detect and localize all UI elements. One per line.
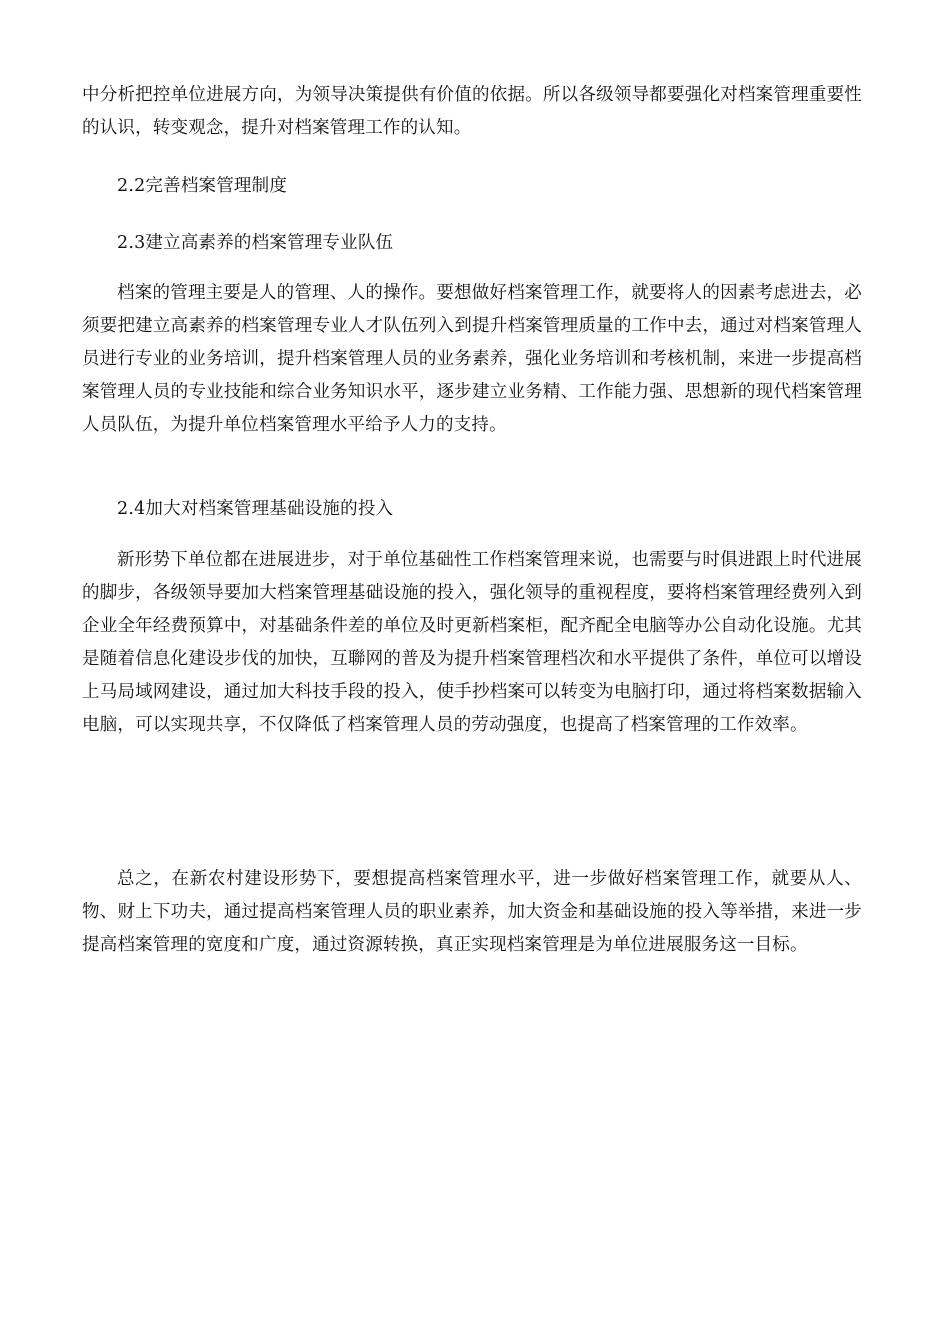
section-heading-2-3: 2.3建立高素养的档案管理专业队伍 [117, 233, 394, 253]
intro-paragraph: 中分析把控单位进展方向，为领导决策提供有价值的依据。所以各级领导都要强化对档案管理重要性的认识，转变观念，提升对档案管理工作的认知。 [82, 85, 862, 138]
conclusion-paragraph: 总之，在新农村建设形势下，要想提高档案管理水平，进一步做好档案管理工作，就要从人、物、财上下功夫，通过提高档案管理人员的职业素养，加大资金和基础设施的投入等举措，来进一步提高档案管理的宽度和广度，通过资源转换，真正实现档案管理是为单位进展服务这一目标。 [82, 869, 862, 955]
section-heading-2-4: 2.4加大对档案管理基础设施的投入 [117, 499, 394, 519]
section-2-4-paragraph: 新形势下单位都在进展进步，对于单位基础性工作档案管理来说，也需要与时俱进跟上时代进展的脚步，各级领导要加大档案管理基础设施的投入，强化领导的重视程度，要将档案管理经费列入到企业全年经费预算中，对基础条件差的单位及时更新档案柜，配齐配全电脑等办公自动化设施。尤其是随着信息化建设步伐的加快，互聯网的普及为提升档案管理档次和水平提供了条件，单位可以增设上马局域网建设，通过加大科技手段的投入，使手抄档案可以转变为电脑打印，通过将档案数据输入电脑，可以实现共享，不仅降低了档案管理人员的劳动强度，也提高了档案管理的工作效率。 [82, 550, 862, 735]
section-heading-2-2: 2.2完善档案管理制度 [117, 176, 288, 196]
section-2-3-paragraph: 档案的管理主要是人的管理、人的操作。要想做好档案管理工作，就要将人的因素考虑进去，必须要把建立高素养的档案管理专业人才队伍列入到提升档案管理质量的工作中去，通过对档案管理人员进行专业的业务培训，提升档案管理人员的业务素养，强化业务培训和考核机制，来进一步提高档案管理人员的专业技能和综合业务知识水平，逐步建立业务精、工作能力强、思想新的现代档案管理人员队伍，为提升单位档案管理水平给予人力的支持。 [82, 283, 862, 435]
